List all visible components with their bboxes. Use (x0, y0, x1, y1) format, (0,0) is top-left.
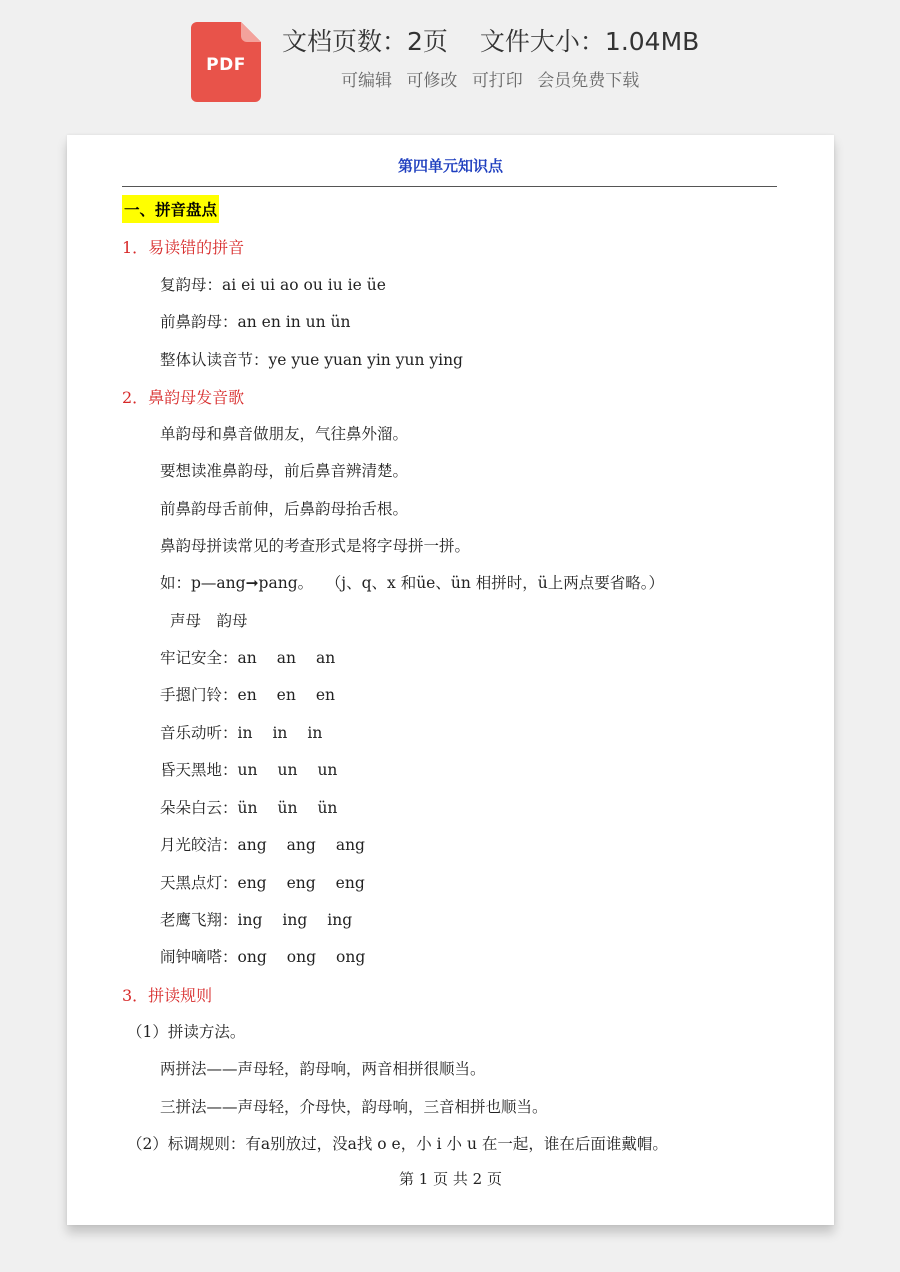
pinyin-cell: ong (336, 948, 366, 966)
three-part-method: 三拼法——声母轻，介母快，韵母响，三音相拼也顺当。 (160, 1098, 548, 1116)
front-nasal-finals-line: 前鼻韵母：an en in un ün (160, 313, 351, 331)
pinyin-cell: en (276, 686, 296, 704)
pinyin-cell: in (272, 724, 288, 742)
example-line: 如：p—ang➞pang。 （j、q、x 和üe、ün 相拼时，ü上两点要省略。） (160, 574, 664, 592)
pinyin-cell: ang (286, 836, 316, 854)
pinyin-cell: ün (237, 799, 258, 817)
title-divider (122, 186, 777, 187)
row-label: 天黑点灯： (160, 874, 238, 892)
whole-syllables-line: 整体认读音节：ye yue yuan yin yun ying (160, 351, 463, 369)
pinyin-cell: ing (237, 911, 263, 929)
column-header: 声母 韵母 (170, 612, 248, 630)
nasal-row (160, 721, 342, 743)
song-line: 鼻韵母拼读常见的考查形式是将字母拼一拼。 (160, 537, 471, 555)
nasal-row (160, 871, 385, 893)
page-footer: 第 1 页 共 2 页 (399, 1170, 502, 1188)
feature-list (341, 66, 648, 91)
nasal-row (160, 833, 385, 855)
row-label: 牢记安全： (160, 649, 238, 667)
subheading-nasal-song: 2．鼻韵母发音歌 (122, 388, 245, 407)
pdf-file-icon (191, 22, 261, 102)
pinyin-cell: in (237, 724, 253, 742)
compound-finals-line: 复韵母：ai ei ui ao ou iu ie üe (160, 276, 386, 294)
nasal-row (160, 796, 357, 818)
pinyin-cell: ing (327, 911, 353, 929)
pdf-label: PDF (206, 55, 246, 75)
pinyin-cell: ang (335, 836, 365, 854)
row-label: 老鹰飞翔： (160, 911, 238, 929)
pinyin-cell: eng (286, 874, 316, 892)
row-label: 朵朵白云： (160, 799, 238, 817)
document-title: 第四单元知识点 (397, 157, 503, 175)
pinyin-cell: an (237, 649, 257, 667)
pinyin-cell: ang (237, 836, 267, 854)
song-line: 单韵母和鼻音做朋友，气往鼻外溜。 (160, 425, 409, 443)
section-heading-pinyin: 一、拼音盘点 (122, 195, 219, 223)
subheading-spelling-rules: 3．拼读规则 (122, 986, 213, 1005)
pinyin-cell: un (277, 761, 298, 779)
subheading-misread-pinyin: 1．易读错的拼音 (122, 238, 245, 257)
pinyin-cell: un (317, 761, 338, 779)
tone-mark-rule: （2）标调规则：有a别放过，没a找 o e，小 i 小 u 在一起，谁在后面谁戴帽。 (127, 1135, 668, 1153)
nasal-row (160, 945, 385, 967)
pinyin-cell: in (307, 724, 323, 742)
two-part-method: 两拼法——声母轻，韵母响，两音相拼很顺当。 (160, 1060, 486, 1078)
pinyin-cell: en (315, 686, 335, 704)
row-label: 音乐动听： (160, 724, 238, 742)
row-label: 昏天黑地： (160, 761, 238, 779)
method-heading: （1）拼读方法。 (127, 1023, 246, 1041)
pinyin-cell: ing (282, 911, 308, 929)
pinyin-cell: en (237, 686, 257, 704)
pinyin-cell: eng (335, 874, 365, 892)
nasal-row (160, 646, 355, 668)
song-line: 要想读准鼻韵母，前后鼻音辨清楚。 (160, 462, 409, 480)
feature-editable: 可编辑 (341, 71, 392, 91)
page-count: 文档页数：2页 (282, 27, 448, 56)
row-label: 月光皎洁： (160, 836, 238, 854)
pinyin-cell: an (276, 649, 296, 667)
feature-printable: 可打印 (471, 71, 523, 91)
pinyin-cell: eng (237, 874, 267, 892)
pinyin-cell: ong (237, 948, 267, 966)
pinyin-cell: ong (286, 948, 317, 966)
nasal-row (160, 908, 372, 930)
nasal-row (160, 758, 357, 780)
row-label: 闹钟嘀嗒： (160, 948, 238, 966)
file-info (282, 22, 699, 58)
feature-modifiable: 可修改 (406, 71, 458, 91)
nasal-row (160, 683, 355, 705)
feature-member-download: 会员免费下载 (537, 71, 640, 91)
download-banner (0, 0, 900, 130)
file-size: 文件大小：1.04MB (479, 27, 700, 56)
row-label: 手摁门铃： (160, 686, 238, 704)
song-line: 前鼻韵母舌前伸，后鼻韵母抬舌根。 (160, 500, 409, 518)
document-page (67, 135, 834, 1225)
pinyin-cell: an (315, 649, 336, 667)
pinyin-cell: ün (317, 799, 338, 817)
pinyin-cell: un (237, 761, 258, 779)
pinyin-cell: ün (277, 799, 298, 817)
